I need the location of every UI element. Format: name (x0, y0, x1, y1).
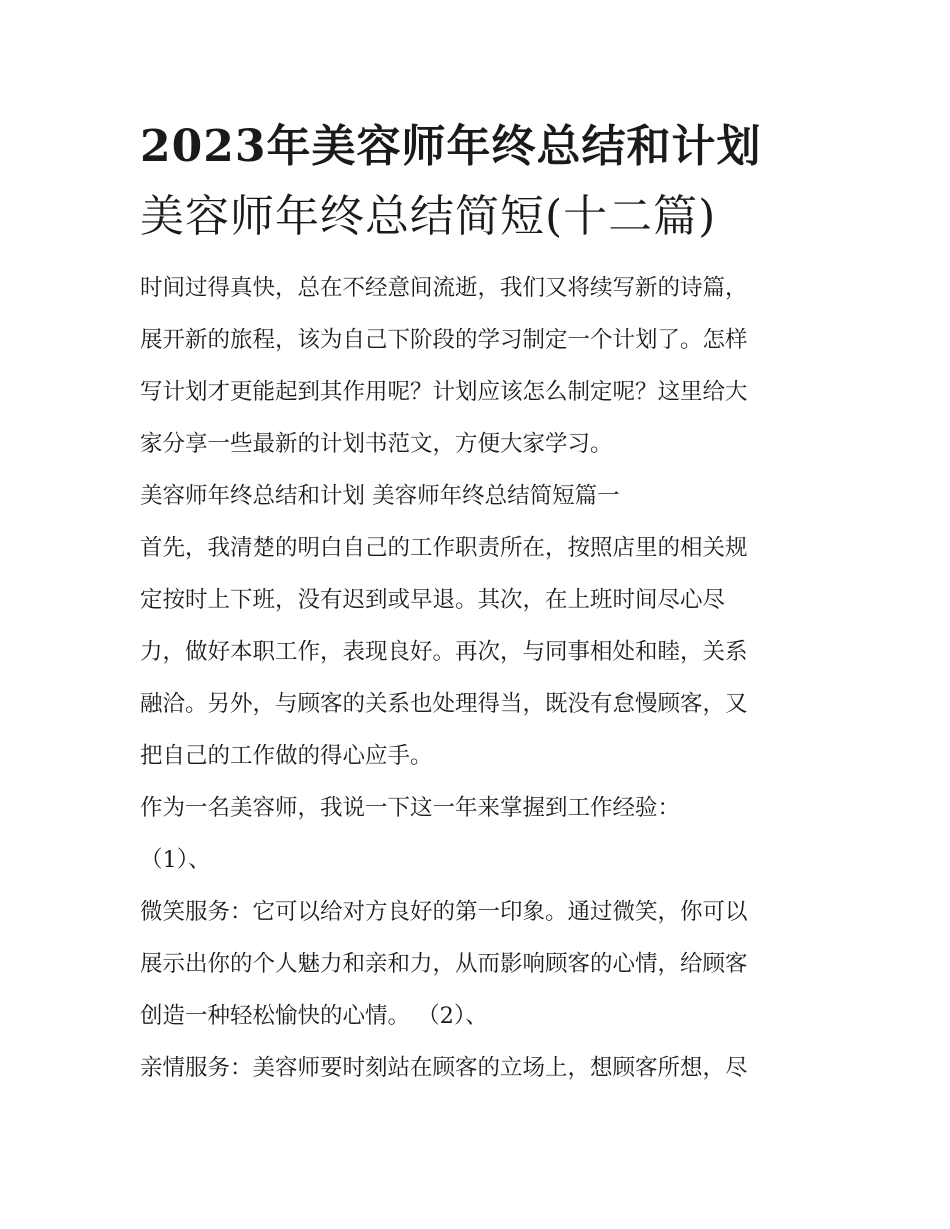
document-title (140, 112, 812, 252)
title-line-2: 美容师年终总结简短(十二篇) (140, 191, 717, 242)
title-line-1: 2023年美容师年终总结和计划 (140, 121, 762, 172)
text-line: 微笑服务：它可以给对方良好的第一印象。通过微笑，你可以 (140, 899, 748, 925)
body-paragraph (140, 522, 812, 782)
body-paragraph (140, 886, 812, 1042)
text-line: 融洽。另外，与顾客的关系也处理得当，既没有怠慢顾客，又 (140, 691, 748, 717)
body-paragraph (140, 782, 812, 834)
text-line: 家分享一些最新的计划书范文，方便大家学习。 (140, 431, 613, 457)
section-heading (140, 470, 812, 522)
text-line: 作为一名美容师，我说一下这一年来掌握到工作经验： (140, 795, 681, 821)
text-line: 力，做好本职工作，表现良好。再次，与同事相处和睦，关系 (140, 639, 748, 665)
text-line: 写计划才更能起到其作用呢？计划应该怎么制定呢？这里给大 (140, 379, 748, 405)
text-line: 把自己的工作做的得心应手。 (140, 743, 433, 769)
body-paragraph (140, 1042, 812, 1094)
text-line: 展示出你的个人魅力和亲和力，从而影响顾客的心情，给顾客 (140, 951, 748, 977)
text-line: 美容师年终总结和计划 美容师年终总结简短篇一 (140, 483, 620, 509)
text-line: 创造一种轻松愉快的心情。 （2）、 (140, 1003, 488, 1029)
text-line: （1）、 (140, 847, 211, 873)
list-marker (140, 834, 812, 886)
text-line: 时间过得真快，总在不经意间流逝，我们又将续写新的诗篇， (140, 275, 748, 301)
document-page (140, 112, 812, 1094)
text-line: 首先，我清楚的明白自己的工作职责所在，按照店里的相关规 (140, 535, 748, 561)
text-line: 定按时上下班，没有迟到或早退。其次，在上班时间尽心尽 (140, 587, 726, 613)
text-line: 亲情服务：美容师要时刻站在顾客的立场上，想顾客所想，尽 (140, 1055, 748, 1081)
intro-paragraph (140, 262, 812, 470)
text-line: 展开新的旅程，该为自己下阶段的学习制定一个计划了。怎样 (140, 327, 748, 353)
document-body (140, 262, 812, 1094)
